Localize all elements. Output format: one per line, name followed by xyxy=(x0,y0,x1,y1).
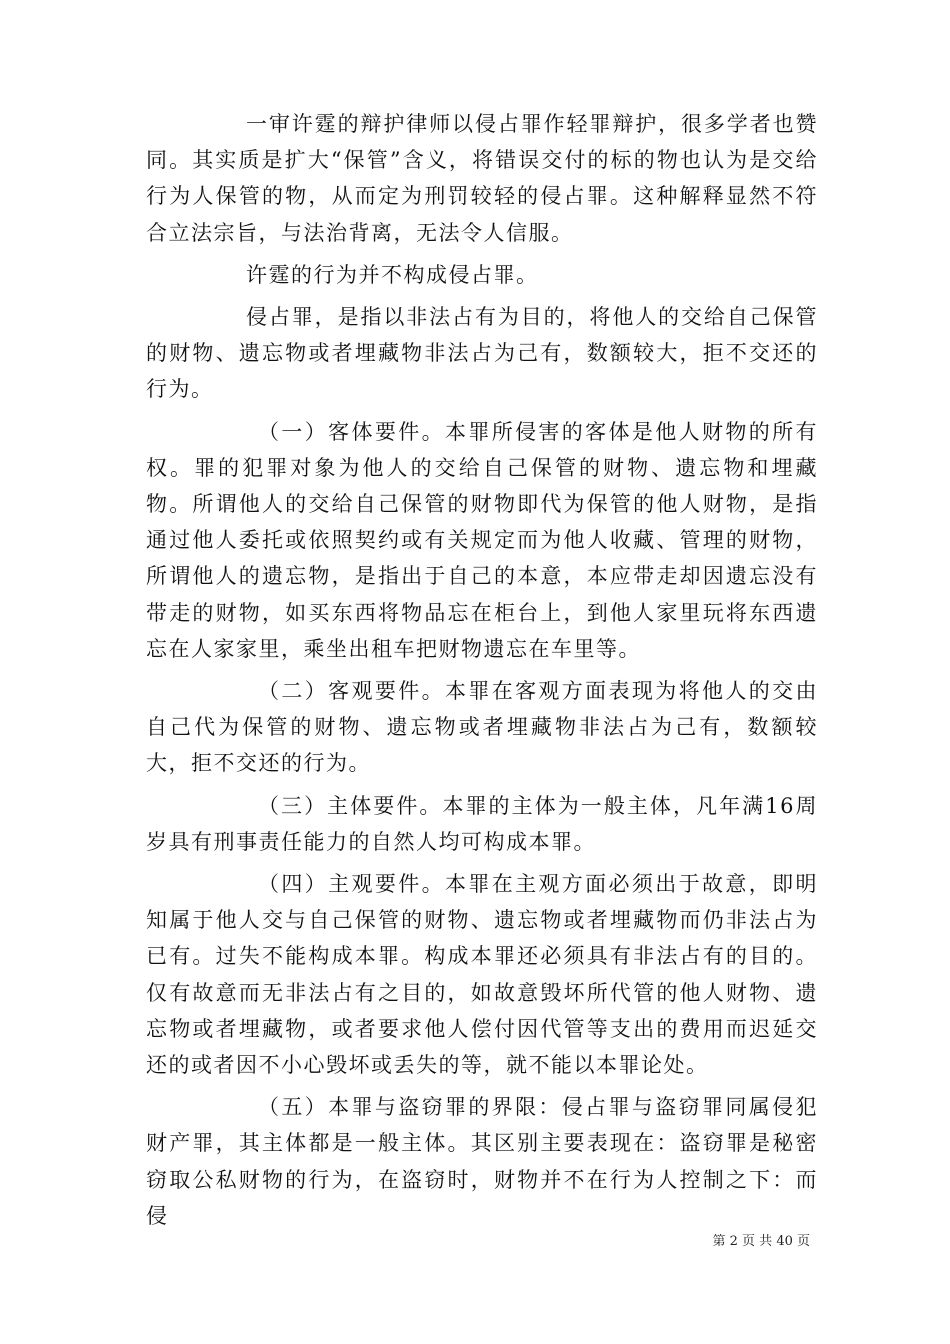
paragraph-definition: 侵占罪，是指以非法占有为目的，将他人的交给自己保管的财物、遗忘物或者埋藏物非法占为己有，数额较大，拒不交还的行为。 xyxy=(146,305,818,402)
paragraph-object-element: （一）客体要件。本罪所侵害的客体是他人财物的所有权。罪的犯罪对象为他人的交给自己保管的财物、遗忘物和埋藏物。所谓他人的交给自己保管的财物即代为保管的他人财物，是指通过他人委托或依照契约或有关规定而为他人收藏、管理的财物，所谓他人的遗忘物，是指出于自己的本意，本应带走却因遗忘没有带走的财物，如买东西将物品忘在柜台上，到他人家里玩将东西遗忘在人家家里，乘坐出租车把财物遗忘在车里等。 xyxy=(146,419,818,661)
page-number-footer: 第 2 页 共 40 页 xyxy=(712,1234,810,1249)
paragraph-subject-element: （三）主体要件。本罪的主体为一般主体，凡年满16周岁具有刑事责任能力的自然人均可构成本罪。 xyxy=(146,793,818,854)
document-body xyxy=(146,106,818,1240)
paragraph-defense-argument: 一审许霆的辩护律师以侵占罪作轻罪辩护，很多学者也赞同。其实质是扩大“保管”含义，将错误交付的标的物也认为是交给行为人保管的物，从而定为刑罚较轻的侵占罪。这种解释显然不符合立法宗旨，与法治背离，无法令人信服。 xyxy=(146,112,818,245)
paragraph-conclusion: 许霆的行为并不构成侵占罪。 xyxy=(246,262,539,287)
paragraph-subjective-element: （四）主观要件。本罪在主观方面必须出于故意，即明知属于他人交与自己保管的财物、遗忘物或者埋藏物而仍非法占为已有。过失不能构成本罪。构成本罪还必须具有非法占有的目的。仅有故意而无非法占有之目的，如故意毁坏所代管的他人财物、遗忘物或者埋藏物，或者要求他人偿付因代管等支出的费用而迟延交还的或者因不小心毁坏或丢失的等，就不能以本罪论处。 xyxy=(146,872,818,1078)
paragraph-objective-element: （二）客观要件。本罪在客观方面表现为将他人的交由自己代为保管的财物、遗忘物或者埋藏物非法占为己有，数额较大，拒不交还的行为。 xyxy=(146,679,818,776)
paragraph-theft-distinction: （五）本罪与盗窃罪的界限：侵占罪与盗窃罪同属侵犯财产罪，其主体都是一般主体。其区别主要表现在：盗窃罪是秘密窃取公私财物的行为，在盗窃时，财物并不在行为人控制之下：而侵 xyxy=(146,1095,818,1228)
